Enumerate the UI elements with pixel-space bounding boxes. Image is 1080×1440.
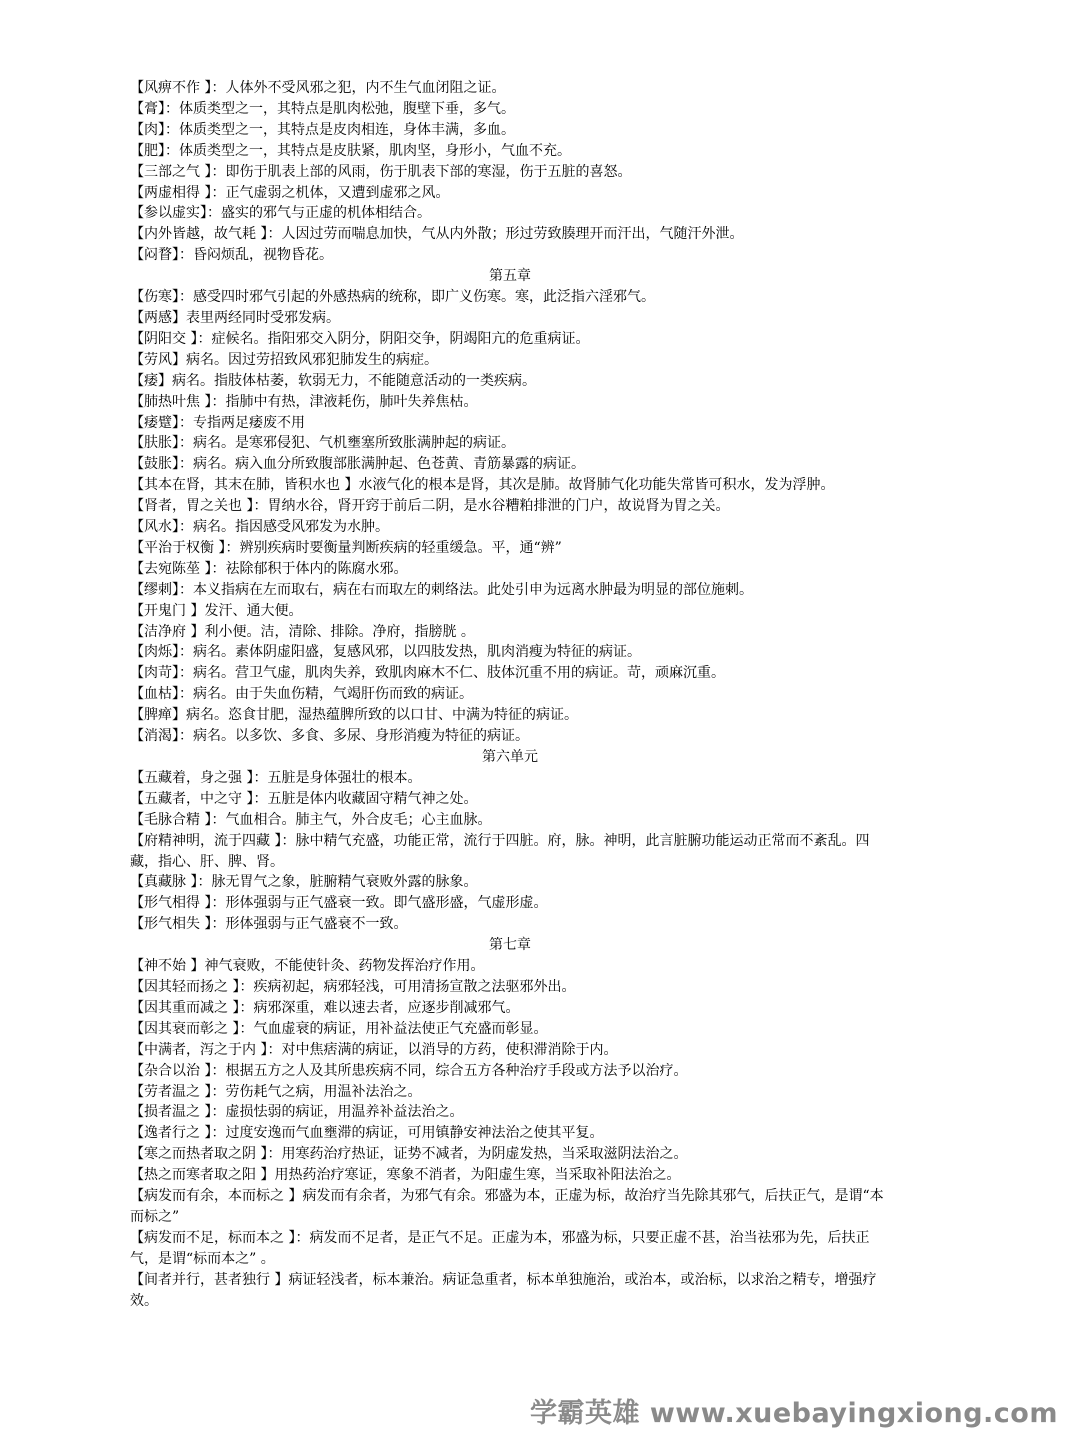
- entry-definition: 病名。恣食甘肥，湿热蕴脾所致的以口甘、中满为特征的病证。: [186, 707, 578, 724]
- entry-definition: 发汗、通大便。: [204, 602, 303, 619]
- glossary-entry: [130, 433, 890, 454]
- entry-definition: 利小便。洁，清除、排除。净府，指膀胱 。: [204, 623, 475, 640]
- glossary-entry: [130, 224, 890, 245]
- entry-term: 【阴阳交 】: [130, 330, 198, 347]
- entry-term: 【寒之而热者取之阴 】: [130, 1146, 268, 1163]
- entry-definition: ：本义指病在左而取右，病在右而取左的刺络法。此处引申为远离水肿最为明显的部位施刺。: [179, 581, 753, 598]
- glossary-entry: [130, 956, 890, 977]
- entry-term: 【开鬼门 】: [130, 602, 205, 619]
- entry-definition: ：对中焦痞满的病证，以消导的方药，使积滞消除于内。: [267, 1041, 618, 1058]
- entry-term: 【肺热叶焦 】: [130, 393, 212, 410]
- entry-term: 【血枯】: [130, 686, 179, 703]
- entry-definition: ：即伤于肌表上部的风雨，伤于肌表下部的寒湿，伤于五脏的喜怒。: [211, 163, 632, 180]
- entry-term: 【因其轻而扬之 】: [130, 978, 240, 995]
- glossary-entry: [130, 580, 890, 601]
- entry-term: 【痿】: [130, 372, 172, 389]
- entry-term: 【消渴】: [130, 728, 179, 745]
- glossary-entry: [130, 1228, 890, 1270]
- glossary-entry: [130, 1040, 890, 1061]
- entry-definition: ：体质类型之一，其特点是肌肉松弛，腹壁下垂，多气。: [165, 100, 515, 117]
- glossary-entry: [130, 371, 890, 392]
- entry-term: 【痿躄】: [130, 414, 179, 431]
- entry-term: 【府精神明，流于四藏 】: [130, 832, 282, 849]
- entry-term: 【形气相得 】: [130, 895, 212, 912]
- entry-term: 【病发而有余，本而标之 】: [130, 1188, 303, 1205]
- entry-definition: ：根据五方之人及其所患疾病不同，综合五方各种治疗手段或方法予以治疗。: [211, 1062, 688, 1079]
- entry-term: 【因其重而减之 】: [130, 999, 240, 1016]
- entry-term: 【神不始 】: [130, 958, 205, 975]
- glossary-entry: [130, 789, 890, 810]
- entry-definition: ：病发而不足者，是正气不足。正虚为本，邪盛为标，只要正虚不甚，治当祛邪为先，后扶正气，是谓“标而本之” 。: [130, 1229, 870, 1267]
- entry-definition: 病名。因过劳招致风邪犯肺发生的病症。: [186, 351, 438, 368]
- glossary-entry: [130, 183, 890, 204]
- glossary-entry: [130, 454, 890, 475]
- glossary-entry: [130, 120, 890, 141]
- glossary-entry: [130, 1165, 890, 1186]
- glossary-entry: [130, 559, 890, 580]
- entry-term: 【去宛陈莝 】: [130, 560, 212, 577]
- entry-definition: ：盛实的邪气与正虚的机体相结合。: [207, 205, 431, 222]
- glossary-entry: [130, 831, 890, 873]
- entry-term: 【损者温之 】: [130, 1104, 212, 1121]
- entry-definition: ：形体强弱与正气盛衰一致。即气盛形盛，气虚形虚。: [211, 895, 548, 912]
- glossary-entry: [130, 203, 890, 224]
- glossary-entry: [130, 914, 890, 935]
- entry-term: 【热之而寒者取之阳 】: [130, 1167, 275, 1184]
- entry-definition: ：体质类型之一，其特点是皮肉相连，身体丰满，多血。: [165, 121, 515, 138]
- chapter-heading: 第六单元: [482, 749, 538, 765]
- entry-term: 【逸者行之 】: [130, 1125, 212, 1142]
- glossary-entry: [130, 998, 890, 1019]
- entry-definition: ：用寒药治疗热证，证势不减者，为阴虚发热，当采取滋阴法治之。: [267, 1146, 688, 1163]
- glossary-entry: [130, 350, 890, 371]
- chapter-heading: 第五章: [489, 268, 531, 285]
- document-body: [130, 78, 890, 1311]
- glossary-entry: [130, 1123, 890, 1144]
- entry-term: 【五藏着，身之强 】: [130, 769, 254, 786]
- glossary-entry: [130, 1270, 890, 1312]
- glossary-entry: [130, 684, 890, 705]
- entry-term: 【膏】: [130, 100, 165, 117]
- glossary-entry: [130, 392, 890, 413]
- entry-definition: ：昏闷烦乱，视物昏花。: [179, 247, 333, 264]
- entry-term: 【劳风】: [130, 351, 186, 368]
- entry-definition: ：病名。由于失血伤精，气竭肝伤而致的病证。: [179, 686, 473, 703]
- entry-term: 【杂合以治 】: [130, 1062, 212, 1079]
- chapter-heading: 第七章: [489, 937, 531, 954]
- entry-term: 【两虚相得 】: [130, 184, 212, 201]
- entry-definition: ：病名。营卫气虚，肌肉失养，致肌肉麻木不仁、肢体沉重不用的病证。苛，顽麻沉重。: [179, 665, 725, 682]
- entry-definition: ：人体外不受风邪之犯，内不生气血闭阻之证。: [211, 80, 506, 96]
- entry-definition: ：病名。是寒邪侵犯、气机壅塞所致胀满肿起的病证。: [179, 435, 515, 452]
- glossary-entry: [130, 1082, 890, 1103]
- entry-term: 【两感】: [130, 309, 186, 326]
- entry-term: 【内外皆越，故气耗 】: [130, 226, 268, 243]
- entry-term: 【毛脉合精 】: [130, 811, 212, 828]
- glossary-entry: [130, 601, 890, 622]
- entry-term: 【中满者，泻之于内 】: [130, 1041, 268, 1058]
- entry-definition: 表里两经同时受邪发病。: [186, 309, 340, 326]
- glossary-entry: [130, 538, 890, 559]
- glossary-entry: [130, 475, 890, 496]
- glossary-entry: [130, 1102, 890, 1123]
- glossary-entry: [130, 413, 890, 434]
- entry-definition: ：病名。以多饮、多食、多尿、身形消瘦为特征的病证。: [179, 728, 529, 745]
- entry-term: 【闷瞀】: [130, 247, 179, 264]
- entry-definition: ：形体强弱与正气盛衰不一致。: [211, 916, 408, 933]
- entry-definition: ：虚损怯弱的病证，用温养补益法治之。: [211, 1104, 464, 1121]
- glossary-entry: [130, 99, 890, 120]
- glossary-entry: [130, 977, 890, 998]
- entry-term: 【鼓胀】: [130, 456, 179, 473]
- entry-definition: 水液气化的根本是肾，其次是肺。故肾肺气化功能失常皆可积水，发为浮肿。: [358, 477, 835, 494]
- entry-term: 【其本在肾，其末在肺，皆积水也 】: [130, 477, 359, 494]
- entry-definition: 病发而有余者，为邪气有余。邪盛为本，正虚为标，故治疗当先除其邪气，后扶正气，是谓“本而标之”: [130, 1188, 884, 1225]
- entry-definition: 用热药治疗寒证，寒象不消者，为阳虚生寒，当采取补阳法治之。: [274, 1167, 681, 1184]
- glossary-entry: [130, 726, 890, 747]
- entry-definition: ：人因过劳而喘息加快，气从内外散；形过劳致腠理开而汗出，气随汗外泄。: [267, 226, 744, 243]
- entry-term: 【脾瘅】: [130, 707, 186, 724]
- glossary-entry: [130, 517, 890, 538]
- entry-definition: ：脉无胃气之象，脏腑精气衰败外露的脉象。: [197, 874, 478, 891]
- entry-term: 【肥】: [130, 142, 165, 159]
- entry-definition: ：过度安逸而气血壅滞的病证，可用镇静安神法治之使其平复。: [211, 1125, 604, 1142]
- entry-definition: ：指肺中有热，津液耗伤，肺叶失养焦枯。: [211, 393, 478, 410]
- glossary-entry: [130, 622, 890, 643]
- entry-term: 【平治于权衡 】: [130, 539, 226, 556]
- entry-term: 【伤寒】: [130, 289, 179, 306]
- entry-definition: ：病名。指因感受风邪发为水肿。: [179, 519, 389, 536]
- glossary-entry: [130, 663, 890, 684]
- glossary-entry: [130, 1186, 890, 1228]
- entry-definition: ：体质类型之一，其特点是皮肤紧，肌肉坚，身形小，气血不充。: [165, 142, 571, 159]
- entry-definition: ：病名。病入血分所致腹部胀满肿起、色苍黄、青筋暴露的病证。: [179, 456, 585, 473]
- entry-definition: ：病名。素体阴虚阳盛，复感风邪，以四肢发热，肌肉消瘦为特征的病证。: [179, 644, 641, 661]
- entry-term: 【因其衰而彰之 】: [130, 1020, 240, 1037]
- glossary-entry: [130, 496, 890, 517]
- entry-term: 【劳者温之 】: [130, 1083, 212, 1100]
- entry-definition: 神气衰败，不能使针灸、药物发挥治疗作用。: [204, 958, 485, 975]
- entry-definition: ：症候名。指阳邪交入阴分，阴阳交争，阴竭阳亢的危重病证。: [197, 330, 590, 347]
- glossary-entry: [130, 872, 890, 893]
- glossary-entry: [130, 78, 890, 99]
- entry-definition: ：五脏是身体强壮的根本。: [253, 769, 422, 786]
- entry-definition: ：气血虚衰的病证，用补益法使正气充盛而彰显。: [239, 1020, 548, 1037]
- entry-term: 【洁净府 】: [130, 623, 205, 640]
- glossary-entry: [130, 308, 890, 329]
- entry-definition: ：脉中精气充盛，功能正常，流行于四脏。府，脉。神明，此言脏腑功能运动正常而不紊乱。四藏，指心、肝、脾、肾。: [130, 832, 870, 870]
- entry-term: 【肾者，胃之关也 】: [130, 498, 254, 515]
- entry-definition: ：气血相合。肺主气，外合皮毛；心主血脉。: [211, 811, 492, 828]
- site-watermark: 学霸英雄 www.xuebayingxiong.com: [529, 1398, 1058, 1429]
- entry-term: 【真藏脉 】: [130, 874, 198, 891]
- entry-term: 【参以虚实】: [130, 205, 207, 222]
- entry-definition: ：疾病初起，病邪轻浅，可用清扬宣散之法驱邪外出。: [239, 978, 576, 995]
- glossary-entry: [130, 1019, 890, 1040]
- glossary-entry: [130, 768, 890, 789]
- entry-term: 【病发而不足，标而本之 】: [130, 1229, 296, 1246]
- entry-definition: ：五脏是体内收藏固守精气神之处。: [253, 790, 478, 807]
- entry-term: 【五藏者，中之守 】: [130, 790, 254, 807]
- entry-definition: ：劳伤耗气之病，用温补法治之。: [211, 1083, 422, 1100]
- entry-definition: ：胃纳水谷，肾开窍于前后二阴，是水谷糟粕排泄的门户，故说肾为胃之关。: [253, 498, 730, 515]
- entry-term: 【肤胀】: [130, 435, 179, 452]
- entry-definition: ：正气虚弱之机体，又遭到虚邪之风。: [211, 184, 450, 201]
- entry-definition: 病名。指肢体枯萎，软弱无力，不能随意活动的一类疾病。: [172, 372, 536, 389]
- entry-term: 【肉烁】: [130, 644, 179, 661]
- glossary-entry: [130, 893, 890, 914]
- entry-term: 【间者并行，甚者独行 】: [130, 1271, 289, 1288]
- entry-term: 【形气相失 】: [130, 916, 212, 933]
- glossary-entry: [130, 245, 890, 266]
- entry-definition: ：感受四时邪气引起的外感热病的统称，即广义伤寒。寒，此泛指六淫邪气。: [179, 289, 655, 306]
- entry-definition: 病证轻浅者，标本兼治。病证急重者，标本单独施治，或治本，或治标，以求治之精专，增强疗效。: [130, 1271, 877, 1309]
- entry-definition: ：祛除郁积于体内的陈腐水邪。: [211, 560, 408, 577]
- entry-term: 【三部之气 】: [130, 163, 212, 180]
- entry-term: 【肉苛】: [130, 665, 179, 682]
- entry-definition: ：专指两足痿废不用: [179, 414, 305, 431]
- entry-definition: ：病邪深重，难以速去者，应逐步削减邪气。: [239, 999, 520, 1016]
- glossary-entry: [130, 141, 890, 162]
- glossary-entry: [130, 329, 890, 350]
- glossary-entry: [130, 642, 890, 663]
- entry-definition: ：辨别疾病时要衡量判断疾病的轻重缓急。平，通“辨”: [225, 539, 562, 556]
- entry-term: 【风痹不作 】: [130, 80, 212, 96]
- entry-term: 【风水】: [130, 519, 179, 536]
- glossary-entry: [130, 705, 890, 726]
- glossary-entry: [130, 287, 890, 308]
- entry-term: 【缪刺】: [130, 581, 179, 598]
- glossary-entry: [130, 1144, 890, 1165]
- glossary-entry: [130, 810, 890, 831]
- glossary-entry: [130, 162, 890, 183]
- entry-term: 【肉】: [130, 121, 165, 138]
- glossary-entry: [130, 1061, 890, 1082]
